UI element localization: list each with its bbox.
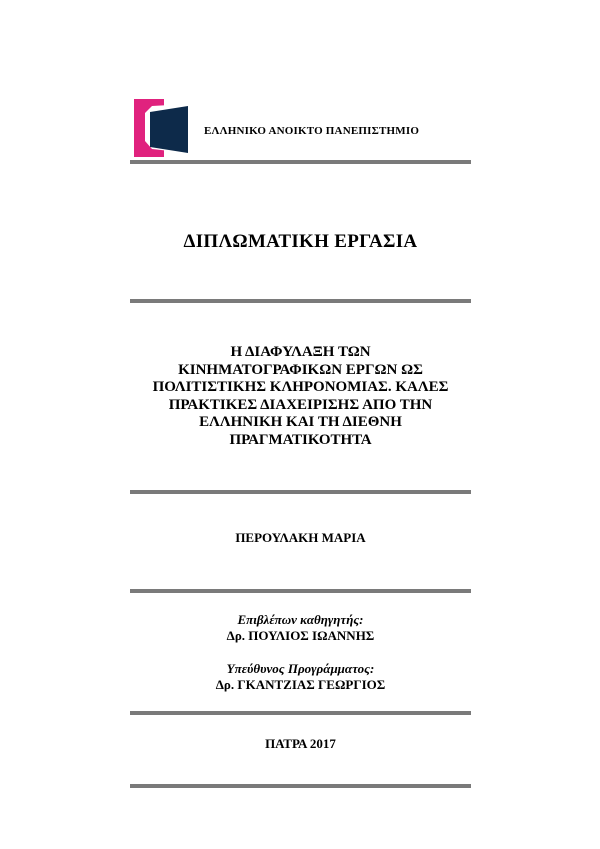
title-line: ΠΟΛΙΤΙΣΤΙΚΗΣ ΚΛΗΡΟΝΟΜΙΑΣ. ΚΑΛΕΣ [152, 379, 449, 396]
author-name: ΠΕΡΟΥΛΑΚΗ ΜΑΡΙΑ [235, 530, 366, 545]
university-name: ΕΛΛΗΝΙΚΟ ΑΝΟΙΚΤΟ ΠΑΝΕΠΙΣΤΗΜΙΟ [204, 125, 420, 137]
divider-1 [130, 160, 471, 164]
title-line: Η ΔΙΑΦΥΛΑΞΗ ΤΩΝ [230, 344, 371, 360]
supervisor-label: Επιβλέπων καθηγητής: [237, 612, 364, 627]
title-line: ΠΡΑΓΜΑΤΙΚΟΤΗΤΑ [229, 431, 372, 448]
logo-navy-page [150, 106, 188, 153]
divider-2 [130, 299, 471, 303]
supervisor-block [130, 612, 471, 644]
coordinator-name: Δρ. ΓΚΑΝΤΖΙΑΣ ΓΕΩΡΓΙΟΣ [215, 677, 386, 692]
title-line: ΕΛΛΗΝΙΚΗ ΚΑΙ ΤΗ ΔΙΕΘΝΗ [199, 414, 402, 431]
divider-6 [130, 784, 471, 788]
university-logo [134, 99, 190, 157]
coordinator-label: Υπεύθυνος Προγράμματος: [226, 661, 375, 676]
document-type: ΔΙΠΛΩΜΑΤΙΚΗ ΕΡΓΑΣΙΑ [183, 231, 418, 252]
supervisor-name: Δρ. ΠΟΥΛΙΟΣ ΙΩΑΝΝΗΣ [226, 628, 375, 643]
divider-4 [130, 589, 471, 593]
coordinator-block [130, 661, 471, 693]
divider-3 [130, 490, 471, 494]
title-line: ΠΡΑΚΤΙΚΕΣ ΔΙΑΧΕΙΡΙΣΗΣ ΑΠΟ ΤΗΝ [168, 396, 433, 413]
place-year: ΠΑΤΡΑ 2017 [265, 736, 336, 751]
title-line: ΚΙΝΗΜΑΤΟΓΡΑΦΙΚΩΝ ΕΡΓΩΝ ΩΣ [178, 361, 423, 378]
divider-5 [130, 711, 471, 715]
thesis-title [130, 344, 471, 450]
